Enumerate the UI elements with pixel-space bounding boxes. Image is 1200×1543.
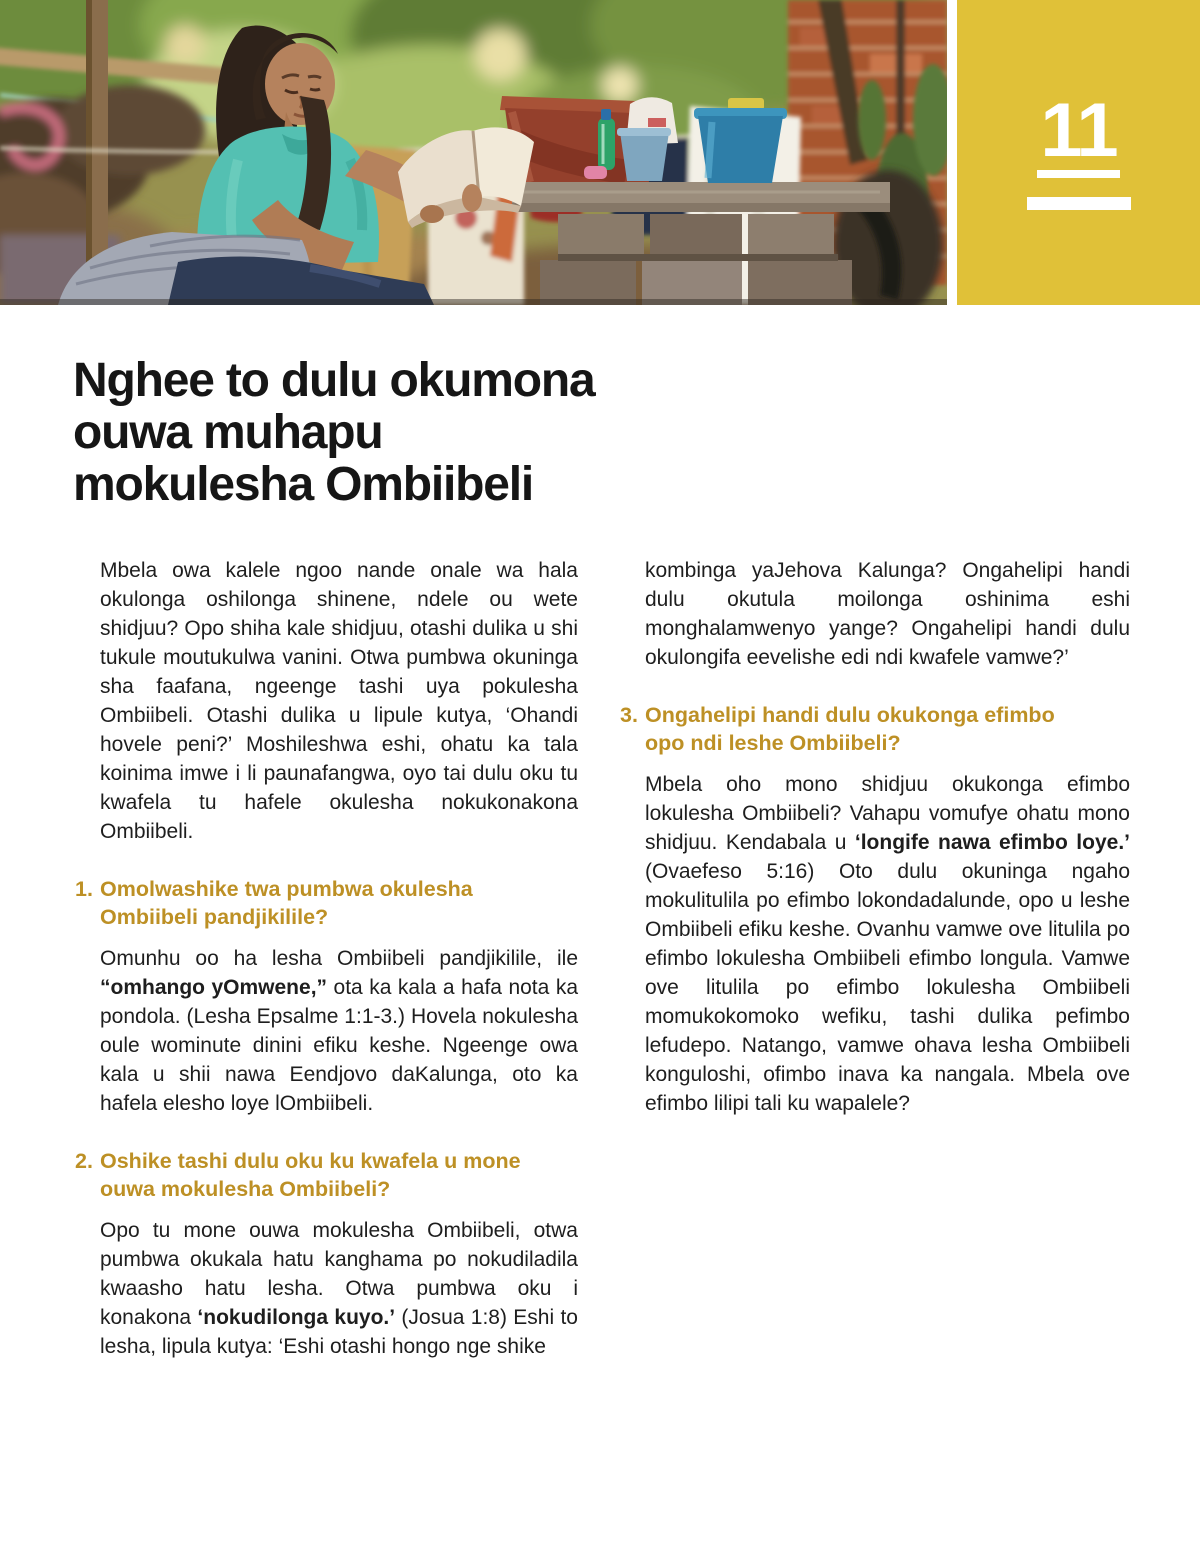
hero-photo xyxy=(0,0,947,305)
page-title-line: Nghee to dulu okumona xyxy=(73,354,595,407)
lesson-number-badge xyxy=(957,0,1200,305)
page-title xyxy=(73,355,1128,511)
question-text: Ongahelipi handi dulu okukonga efimbo opo ndi leshe Ombiibeli? xyxy=(645,703,1055,755)
text-segment: Omunhu oo ha lesha Ombiibeli pandjikilile, ile xyxy=(100,947,578,970)
text-column-left xyxy=(75,556,578,1361)
question-text: Oshike tashi dulu oku ku kwafela u mone ouwa mokulesha Ombiibeli? xyxy=(100,1149,521,1201)
hero-divider-gap xyxy=(947,0,957,305)
text-segment: kombinga yaJehova Kalunga? Ongahelipi handi dulu okutula moilonga oshinima eshi monghalamwenyo yange? Ongahelipi handi dulu okulongifa eevelishe edi ndi kwafele vamwe?’ xyxy=(645,559,1130,669)
question-text: Omolwashike twa pumbwa okulesha Ombiibeli pandjikilile? xyxy=(100,877,473,929)
lesson-number: 11 xyxy=(1037,96,1119,178)
text-segment: ota ka kala a hafa nota ka pondola. (Lesha Epsalme 1:1-3.) Hovela nokulesha oule wominute dinini efiku keshe. Ngeenge owa kala u shii nawa Eendjovo daKalunga, oto ka hafela elesho loye lOmbiibeli. xyxy=(100,976,578,1115)
bold-phrase: “omhango yOmwene,” xyxy=(100,976,328,999)
lesson-underline-bar xyxy=(1027,197,1131,210)
question-heading xyxy=(620,701,1130,757)
body-paragraph xyxy=(100,556,578,846)
body-paragraph xyxy=(645,770,1130,1118)
question-heading xyxy=(75,875,578,931)
article-body xyxy=(75,556,1130,1361)
text-segment: (Ovaefeso 5:16) Oto dulu okuninga ngaho mokulitulila po efimbo lokondadalunde, opo u leshe Ombiibeli efiku keshe. Ovanhu vamwe ove litulila po efimbo lokulesha Ombiibeli efimbo longula. Vamwe ove litulila po efimbo lokulesha Ombiibeli momukokomoko wefiku, tashi dulika pefimbo lefudepo. Natango, vamwe ohava lesha Ombiibeli konguloshi, ofimbo inava ka nangala. Mbela ove efimbo lilipi tali ku wapalele? xyxy=(645,860,1130,1115)
body-paragraph xyxy=(100,944,578,1118)
question-number: 3. xyxy=(620,703,638,727)
question-number: 1. xyxy=(75,877,93,901)
text-segment: Mbela oho mono shidjuu okukonga efimbo lokulesha Ombiibeli? Vahapu vomufye ohatu mono shidjuu. Kendabala u xyxy=(645,773,1130,854)
text-segment: Opo tu mone ouwa mokulesha Ombiibeli, otwa pumbwa okukala hatu kanghama po nokudiladila kwaasho hatu lesha. Otwa pumbwa oku i konakona xyxy=(100,1219,578,1329)
hero-photo-illustration xyxy=(0,0,947,305)
hero-banner xyxy=(0,0,1200,305)
body-paragraph xyxy=(645,556,1130,672)
page-title-line: ouwa muhapu xyxy=(73,406,383,459)
text-segment: (Josua 1:8) Eshi to lesha, lipula kutya: ‘Eshi otashi hongo nge shike xyxy=(100,1306,578,1358)
question-heading xyxy=(75,1147,578,1203)
bold-phrase: ‘longife nawa efimbo loye.’ xyxy=(854,831,1130,854)
text-segment: Mbela owa kalele ngoo nande onale wa hala okulonga oshilonga shinene, ndele ou wete shidjuu? Opo shiha kale shidjuu, otashi dulika u shi tukule moutukulwa vanini. Otwa pumbwa okuninga sha faafana, ngeenge tashi uya pokulesha Ombiibeli. Otashi dulika u lipule kutya, ‘Ohandi hovele peni?’ Moshileshwa eshi, ohatu ka tala koinima imwe i li paunafangwa, oyo tai dulu oku tu kwafela tu hafele okulesha nokukonakona Ombiibeli. xyxy=(100,559,578,843)
bold-phrase: ‘nokudilonga kuyo.’ xyxy=(197,1306,396,1329)
body-paragraph xyxy=(100,1216,578,1361)
question-number: 2. xyxy=(75,1149,93,1173)
text-column-right xyxy=(620,556,1130,1361)
page-title-line: mokulesha Ombiibeli xyxy=(73,458,533,511)
